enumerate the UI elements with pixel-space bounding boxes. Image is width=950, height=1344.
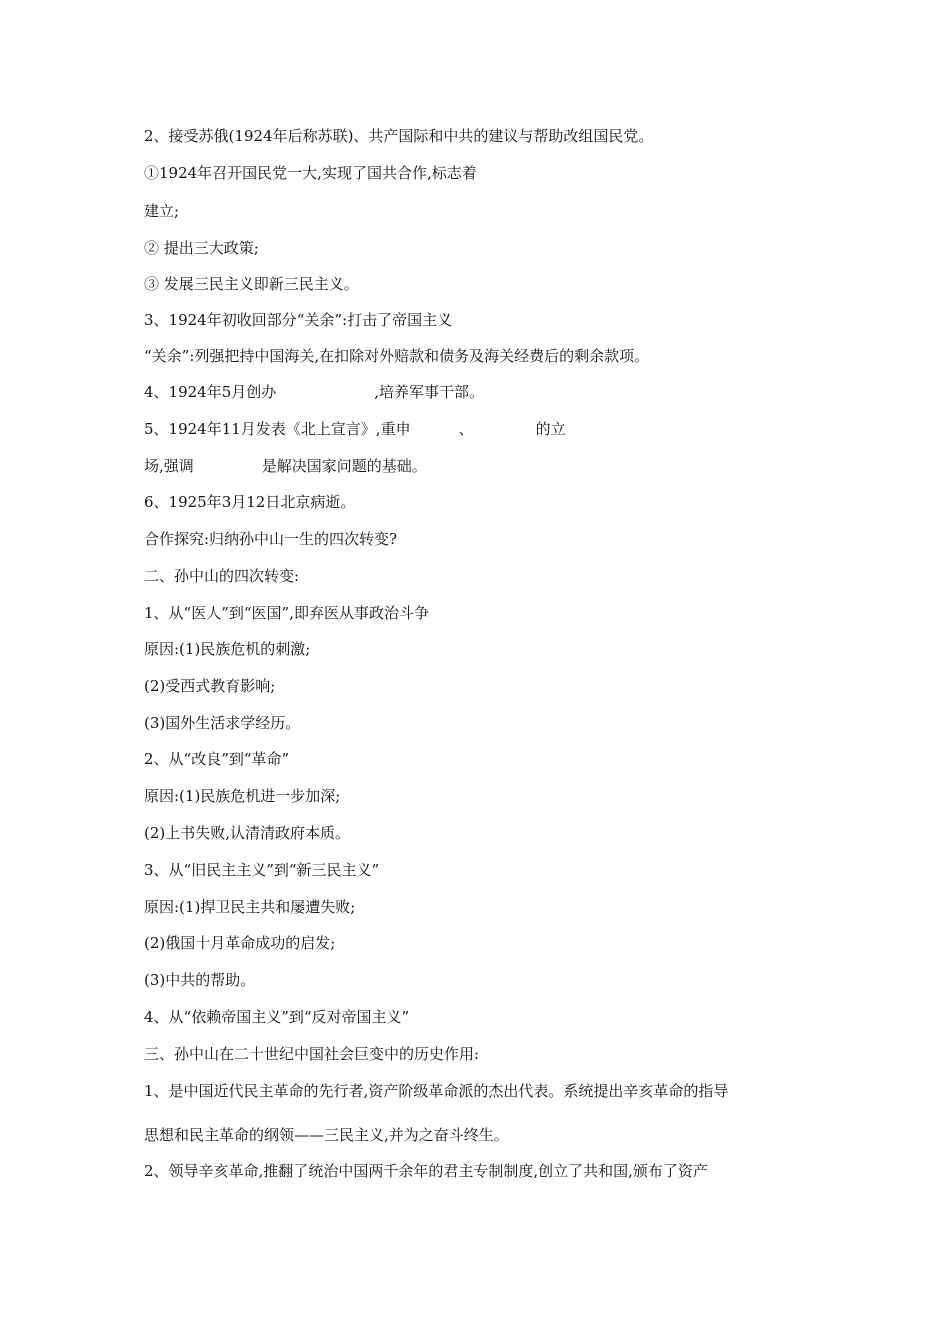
text-line: (2)受西式教育影响; bbox=[144, 677, 276, 695]
text-line: 6、1925年3月12日北京病逝。 bbox=[144, 493, 356, 511]
text-line: (3)中共的帮助。 bbox=[144, 971, 256, 989]
text-line: 原因:(1)民族危机进一步加深; bbox=[144, 787, 341, 805]
text-segment: 场,强调 bbox=[144, 457, 194, 475]
text-line: (3)国外生活求学经历。 bbox=[144, 714, 301, 732]
text-line: (2)俄国十月革命成功的启发; bbox=[144, 934, 336, 952]
text-segment: 的立 bbox=[535, 420, 566, 438]
text-line: 1、是中国近代民主革命的先行者,资产阶级革命派的杰出代表。系统提出辛亥革命的指导 bbox=[144, 1082, 729, 1100]
text-segment: 4、1924年5月创办 bbox=[144, 383, 277, 401]
fill-blank-line bbox=[144, 382, 484, 402]
text-line: ③ 发展三民主义即新三民主义。 bbox=[144, 275, 359, 293]
text-line: 2、领导辛亥革命,推翻了统治中国两千余年的君主专制制度,创立了共和国,颁布了资产 bbox=[144, 1162, 708, 1180]
text-line: 原因:(1)民族危机的刺激; bbox=[144, 640, 311, 658]
text-line: 思想和民主革命的纲领——三民主义,并为之奋斗终生。 bbox=[144, 1126, 509, 1144]
text-line: ①1924年召开国民党一大,实现了国共合作,标志着 bbox=[144, 164, 477, 182]
fill-blank-line bbox=[144, 456, 427, 476]
text-line: 3、从“旧民主主义”到“新三民主义” bbox=[144, 861, 380, 879]
text-line: 原因:(1)捍卫民主共和屡遭失败; bbox=[144, 898, 356, 916]
text-segment: 5、1924年11月发表《北上宣言》,重申 bbox=[144, 420, 411, 438]
text-segment: ,培养军事干部。 bbox=[374, 383, 485, 401]
text-line: 2、从“改良”到“革命” bbox=[144, 750, 290, 768]
text-line: ② 提出三大政策; bbox=[144, 239, 259, 257]
text-line: 建立; bbox=[144, 202, 180, 220]
text-segment: 是解决国家问题的基础。 bbox=[261, 457, 427, 475]
text-line: 2、接受苏俄(1924年后称苏联)、共产国际和中共的建议与帮助改组国民党。 bbox=[144, 127, 654, 145]
text-line: “关余”:列强把持中国海关,在扣除对外赔款和债务及海关经费后的剩余款项。 bbox=[144, 347, 650, 365]
section-heading: 二、孙中山的四次转变: bbox=[144, 567, 300, 585]
fill-blank-line bbox=[144, 419, 566, 439]
text-line: 3、1924年初收回部分“关余”:打击了帝国主义 bbox=[144, 311, 453, 329]
text-line: (2)上书失败,认清清政府本质。 bbox=[144, 824, 351, 842]
text-line: 合作探究:归纳孙中山一生的四次转变? bbox=[144, 530, 398, 548]
text-line: 4、从“依赖帝国主义”到“反对帝国主义” bbox=[144, 1008, 410, 1026]
text-line: 1、从“医人”到“医国”,即弃医从事政治斗争 bbox=[144, 604, 429, 622]
text-segment: 、 bbox=[458, 420, 474, 438]
section-heading: 三、孙中山在二十世纪中国社会巨变中的历史作用: bbox=[144, 1045, 480, 1063]
